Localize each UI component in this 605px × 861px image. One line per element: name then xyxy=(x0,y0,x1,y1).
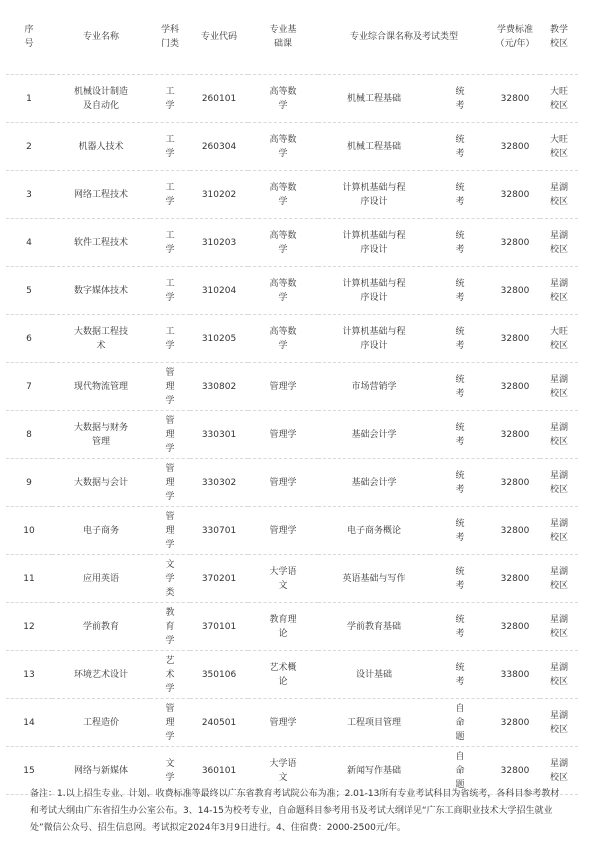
major-code: 260101 xyxy=(190,75,248,123)
campus: 星湖校区 xyxy=(540,219,578,267)
table-row xyxy=(6,459,578,507)
tuition: 33800 xyxy=(490,651,540,699)
major-code: 310202 xyxy=(190,171,248,219)
major-name: 软件工程技术 xyxy=(52,219,150,267)
campus: 星湖校区 xyxy=(540,411,578,459)
header-tuition: 学费标准（元/年） xyxy=(490,0,540,75)
comprehensive-course: 电子商务概论 xyxy=(318,507,430,555)
comprehensive-course: 计算机基础与程序设计 xyxy=(318,171,430,219)
table-row xyxy=(6,603,578,651)
discipline: 工学 xyxy=(150,315,190,363)
tuition: 32800 xyxy=(490,411,540,459)
header-major-name: 专业名称 xyxy=(52,0,150,75)
comprehensive-course: 学前教育基础 xyxy=(318,603,430,651)
row-index: 14 xyxy=(6,699,52,747)
table-body xyxy=(6,75,578,795)
exam-type: 统考 xyxy=(430,123,490,171)
comprehensive-course: 设计基础 xyxy=(318,651,430,699)
basic-course: 管理学 xyxy=(248,507,318,555)
comprehensive-course: 计算机基础与程序设计 xyxy=(318,219,430,267)
major-name: 电子商务 xyxy=(52,507,150,555)
row-index: 6 xyxy=(6,315,52,363)
enrollment-table xyxy=(6,0,578,795)
row-index: 3 xyxy=(6,171,52,219)
table-row xyxy=(6,555,578,603)
discipline: 艺术学 xyxy=(150,651,190,699)
basic-course: 大学语文 xyxy=(248,747,318,795)
campus: 星湖校区 xyxy=(540,507,578,555)
row-index: 1 xyxy=(6,75,52,123)
table-row xyxy=(6,411,578,459)
comprehensive-course: 市场营销学 xyxy=(318,363,430,411)
row-index: 7 xyxy=(6,363,52,411)
campus: 大旺校区 xyxy=(540,315,578,363)
major-code: 330301 xyxy=(190,411,248,459)
row-index: 2 xyxy=(6,123,52,171)
major-code: 370201 xyxy=(190,555,248,603)
discipline: 管理学 xyxy=(150,363,190,411)
comprehensive-course: 基础会计学 xyxy=(318,411,430,459)
header-discipline: 学科门类 xyxy=(150,0,190,75)
exam-type: 统考 xyxy=(430,507,490,555)
table-row xyxy=(6,651,578,699)
major-name: 网络工程技术 xyxy=(52,171,150,219)
tuition: 32800 xyxy=(490,555,540,603)
major-name: 大数据与会计 xyxy=(52,459,150,507)
comprehensive-course: 机械工程基础 xyxy=(318,123,430,171)
campus: 大旺校区 xyxy=(540,75,578,123)
comprehensive-course: 英语基础与写作 xyxy=(318,555,430,603)
exam-type: 自命题 xyxy=(430,747,490,795)
tuition: 32800 xyxy=(490,363,540,411)
exam-type: 统考 xyxy=(430,459,490,507)
tuition: 32800 xyxy=(490,267,540,315)
campus: 星湖校区 xyxy=(540,699,578,747)
row-index: 10 xyxy=(6,507,52,555)
table-row xyxy=(6,363,578,411)
row-index: 15 xyxy=(6,747,52,795)
exam-type: 统考 xyxy=(430,651,490,699)
basic-course: 大学语文 xyxy=(248,555,318,603)
campus: 星湖校区 xyxy=(540,747,578,795)
table-row xyxy=(6,219,578,267)
tuition: 32800 xyxy=(490,171,540,219)
discipline: 管理学 xyxy=(150,459,190,507)
row-index: 11 xyxy=(6,555,52,603)
table-row xyxy=(6,171,578,219)
campus: 星湖校区 xyxy=(540,267,578,315)
table-row xyxy=(6,123,578,171)
table-row xyxy=(6,75,578,123)
footnote: 备注：1.以上招生专业、计划、收费标准等最终以广东省教育考试院公布为准；2.01-13所有专业考试科目为省统考，各科目参考教材和考试大纲由广东省招生办公室公布。3、14-15为校考专业，自命题科目参考用书及考试大纲详见“广东工商职业技术大学招生就业处”微信公众号、招生信息网。考试拟定2024年3月9日进行。4、住宿费：2000-2500元/年。 xyxy=(30,789,560,833)
major-code: 260304 xyxy=(190,123,248,171)
comprehensive-course: 工程项目管理 xyxy=(318,699,430,747)
header-comprehensive-course: 专业综合课名称及考试类型 xyxy=(318,0,490,75)
campus: 星湖校区 xyxy=(540,651,578,699)
major-name: 现代物流管理 xyxy=(52,363,150,411)
campus: 星湖校区 xyxy=(540,555,578,603)
major-name: 机械设计制造及自动化 xyxy=(52,75,150,123)
major-name: 学前教育 xyxy=(52,603,150,651)
discipline: 管理学 xyxy=(150,411,190,459)
discipline: 管理学 xyxy=(150,699,190,747)
discipline: 工学 xyxy=(150,75,190,123)
major-code: 330302 xyxy=(190,459,248,507)
basic-course: 高等数学 xyxy=(248,315,318,363)
table-row xyxy=(6,267,578,315)
header-basic-course: 专业基础课 xyxy=(248,0,318,75)
tuition: 32800 xyxy=(490,315,540,363)
exam-type: 统考 xyxy=(430,411,490,459)
major-name: 大数据工程技术 xyxy=(52,315,150,363)
row-index: 8 xyxy=(6,411,52,459)
major-code: 330802 xyxy=(190,363,248,411)
discipline: 教育学 xyxy=(150,603,190,651)
campus: 星湖校区 xyxy=(540,603,578,651)
comprehensive-course: 计算机基础与程序设计 xyxy=(318,267,430,315)
comprehensive-course: 计算机基础与程序设计 xyxy=(318,315,430,363)
tuition: 32800 xyxy=(490,507,540,555)
row-index: 5 xyxy=(6,267,52,315)
major-code: 360101 xyxy=(190,747,248,795)
row-index: 4 xyxy=(6,219,52,267)
discipline: 文学 xyxy=(150,747,190,795)
table-row xyxy=(6,315,578,363)
exam-type: 统考 xyxy=(430,267,490,315)
major-name: 机器人技术 xyxy=(52,123,150,171)
exam-type: 自命题 xyxy=(430,699,490,747)
discipline: 工学 xyxy=(150,123,190,171)
campus: 大旺校区 xyxy=(540,123,578,171)
campus: 星湖校区 xyxy=(540,459,578,507)
major-code: 350106 xyxy=(190,651,248,699)
tuition: 32800 xyxy=(490,123,540,171)
tuition: 32800 xyxy=(490,459,540,507)
basic-course: 高等数学 xyxy=(248,171,318,219)
tuition: 32800 xyxy=(490,699,540,747)
exam-type: 统考 xyxy=(430,555,490,603)
major-code: 240501 xyxy=(190,699,248,747)
basic-course: 高等数学 xyxy=(248,219,318,267)
basic-course: 高等数学 xyxy=(248,267,318,315)
row-index: 13 xyxy=(6,651,52,699)
tuition: 32800 xyxy=(490,603,540,651)
header-campus: 教学校区 xyxy=(540,0,578,75)
campus: 星湖校区 xyxy=(540,171,578,219)
major-code: 370101 xyxy=(190,603,248,651)
exam-type: 统考 xyxy=(430,219,490,267)
major-name: 网络与新媒体 xyxy=(52,747,150,795)
exam-type: 统考 xyxy=(430,603,490,651)
exam-type: 统考 xyxy=(430,75,490,123)
campus: 星湖校区 xyxy=(540,363,578,411)
exam-type: 统考 xyxy=(430,363,490,411)
basic-course: 高等数学 xyxy=(248,123,318,171)
exam-type: 统考 xyxy=(430,171,490,219)
comprehensive-course: 机械工程基础 xyxy=(318,75,430,123)
comprehensive-course: 新闻写作基础 xyxy=(318,747,430,795)
major-name: 大数据与财务管理 xyxy=(52,411,150,459)
header-major-code: 专业代码 xyxy=(190,0,248,75)
discipline: 工学 xyxy=(150,219,190,267)
basic-course: 管理学 xyxy=(248,459,318,507)
basic-course: 管理学 xyxy=(248,699,318,747)
discipline: 管理学 xyxy=(150,507,190,555)
basic-course: 艺术概论 xyxy=(248,651,318,699)
major-code: 330701 xyxy=(190,507,248,555)
major-code: 310204 xyxy=(190,267,248,315)
tuition: 32800 xyxy=(490,75,540,123)
discipline: 文学类 xyxy=(150,555,190,603)
major-name: 环境艺术设计 xyxy=(52,651,150,699)
discipline: 工学 xyxy=(150,171,190,219)
tuition: 32800 xyxy=(490,219,540,267)
discipline: 工学 xyxy=(150,267,190,315)
major-code: 310203 xyxy=(190,219,248,267)
header-row xyxy=(6,0,578,75)
table-row xyxy=(6,699,578,747)
basic-course: 管理学 xyxy=(248,411,318,459)
basic-course: 教育理论 xyxy=(248,603,318,651)
major-name: 数字媒体技术 xyxy=(52,267,150,315)
row-index: 9 xyxy=(6,459,52,507)
tuition: 32800 xyxy=(490,747,540,795)
major-name: 工程造价 xyxy=(52,699,150,747)
basic-course: 管理学 xyxy=(248,363,318,411)
major-name: 应用英语 xyxy=(52,555,150,603)
row-index: 12 xyxy=(6,603,52,651)
table-row xyxy=(6,507,578,555)
comprehensive-course: 基础会计学 xyxy=(318,459,430,507)
header-index: 序号 xyxy=(6,0,52,75)
major-code: 310205 xyxy=(190,315,248,363)
basic-course: 高等数学 xyxy=(248,75,318,123)
exam-type: 统考 xyxy=(430,315,490,363)
